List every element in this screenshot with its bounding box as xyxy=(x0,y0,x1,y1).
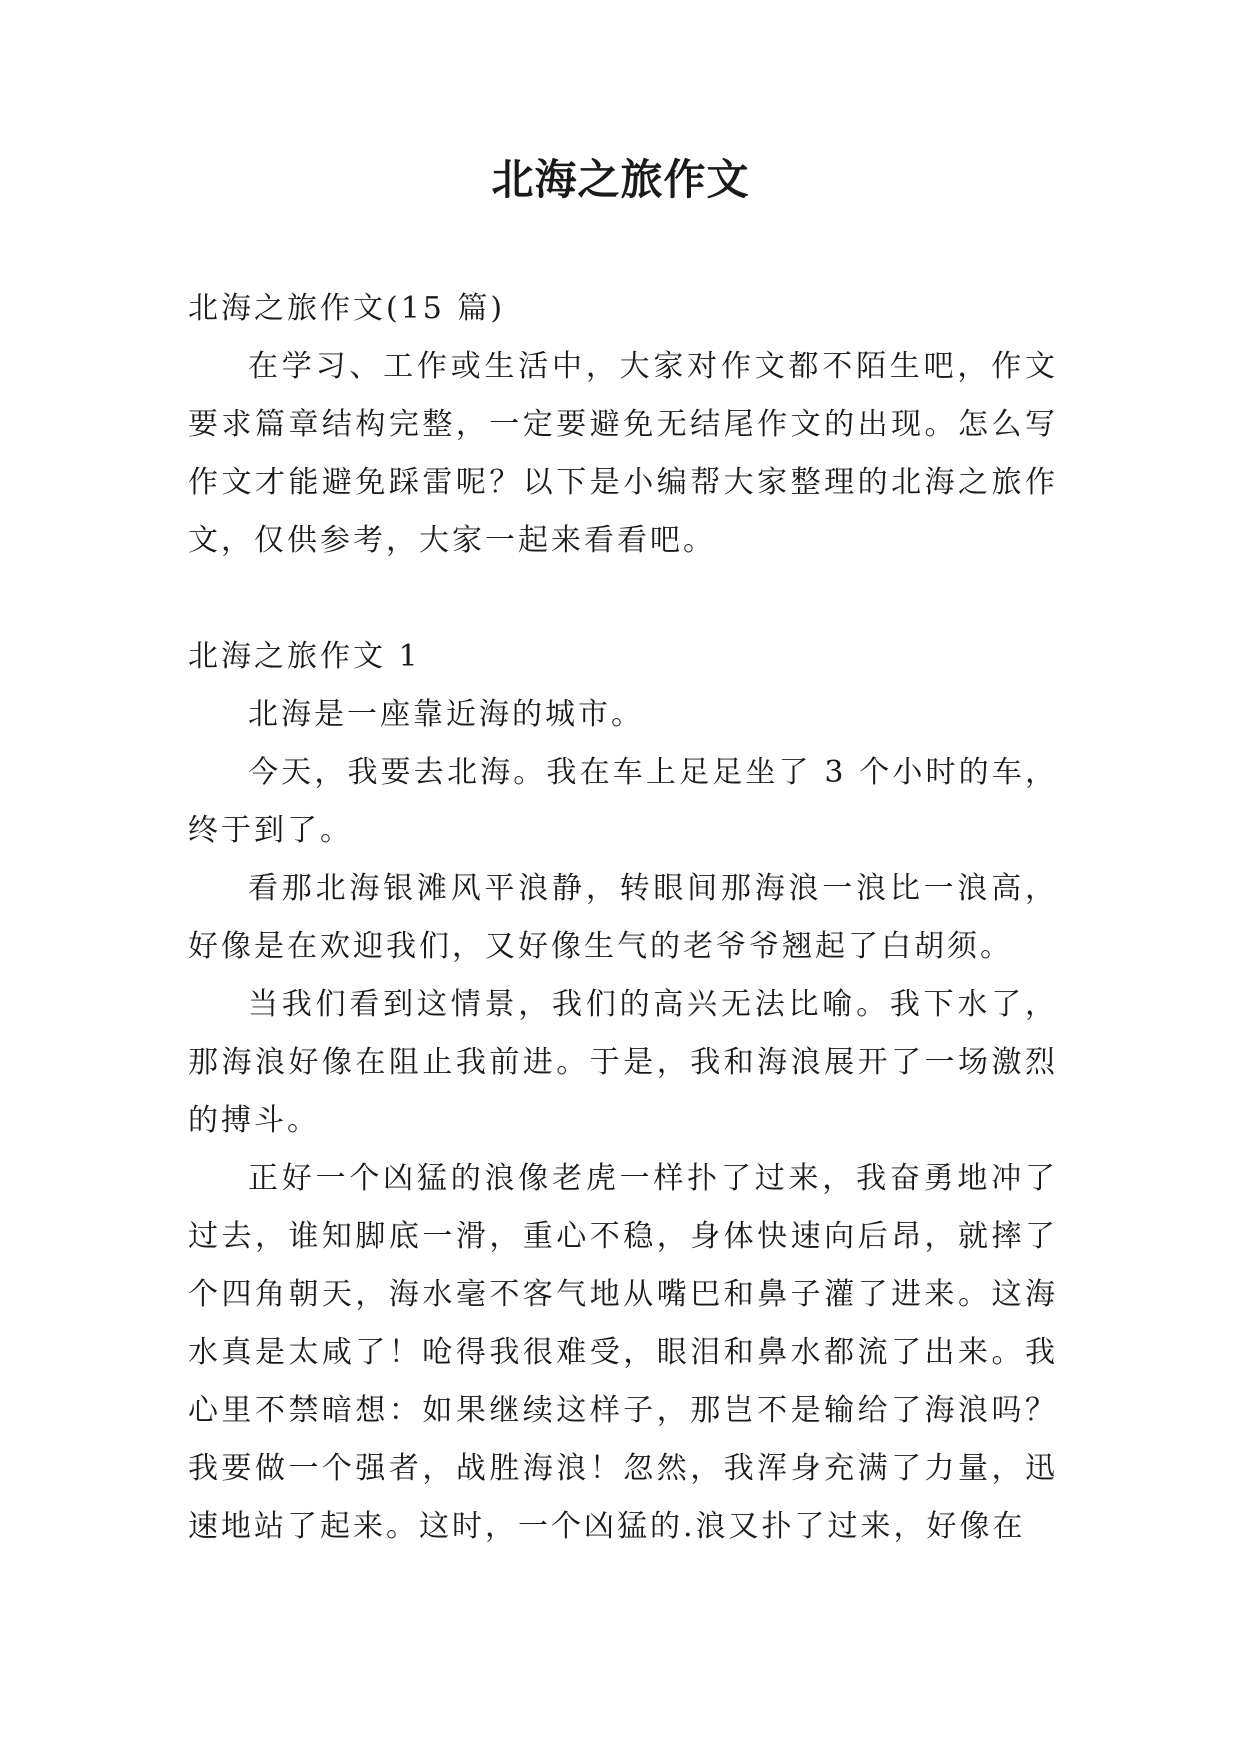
intro-paragraph: 在学习、工作或生活中，大家对作文都不陌生吧，作文要求篇章结构完整，一定要避免无结尾作文的出现。怎么写作文才能避免踩雷呢？以下是小编帮大家整理的北海之旅作文，仅供参考，大家一起来看看吧。 xyxy=(188,349,1058,558)
body-paragraph: 今天，我要去北海。我在车上足足坐了 3 个小时的车，终于到了。 xyxy=(188,755,1058,848)
body-paragraph: 正好一个凶猛的浪像老虎一样扑了过来，我奋勇地冲了过去，谁知脚底一滑，重心不稳，身体快速向后昂，就摔了个四角朝天，海水毫不客气地从嘴巴和鼻子灌了进来。这海水真是太咸了！呛得我很难受，眼泪和鼻水都流了出来。我心里不禁暗想：如果继续这样子，那岂不是输给了海浪吗？我要做一个强者，战胜海浪！忽然，我浑身充满了力量，迅速地站了起来。这时，一个凶猛的.浪又扑了过来，好像在 xyxy=(188,1161,1058,1544)
document-body xyxy=(188,280,1058,1556)
document-subtitle: 北海之旅作文(15 篇) xyxy=(188,291,506,326)
body-paragraph: 看那北海银滩风平浪静，转眼间那海浪一浪比一浪高，好像是在欢迎我们，又好像生气的老爷爷翘起了白胡须。 xyxy=(188,871,1058,964)
document-title: 北海之旅作文 xyxy=(491,155,750,204)
section-heading: 北海之旅作文 1 xyxy=(188,639,421,674)
body-paragraph: 北海是一座靠近海的城市。 xyxy=(248,697,644,732)
body-paragraph: 当我们看到这情景，我们的高兴无法比喻。我下水了，那海浪好像在阻止我前进。于是，我和海浪展开了一场激烈的搏斗。 xyxy=(188,987,1058,1138)
